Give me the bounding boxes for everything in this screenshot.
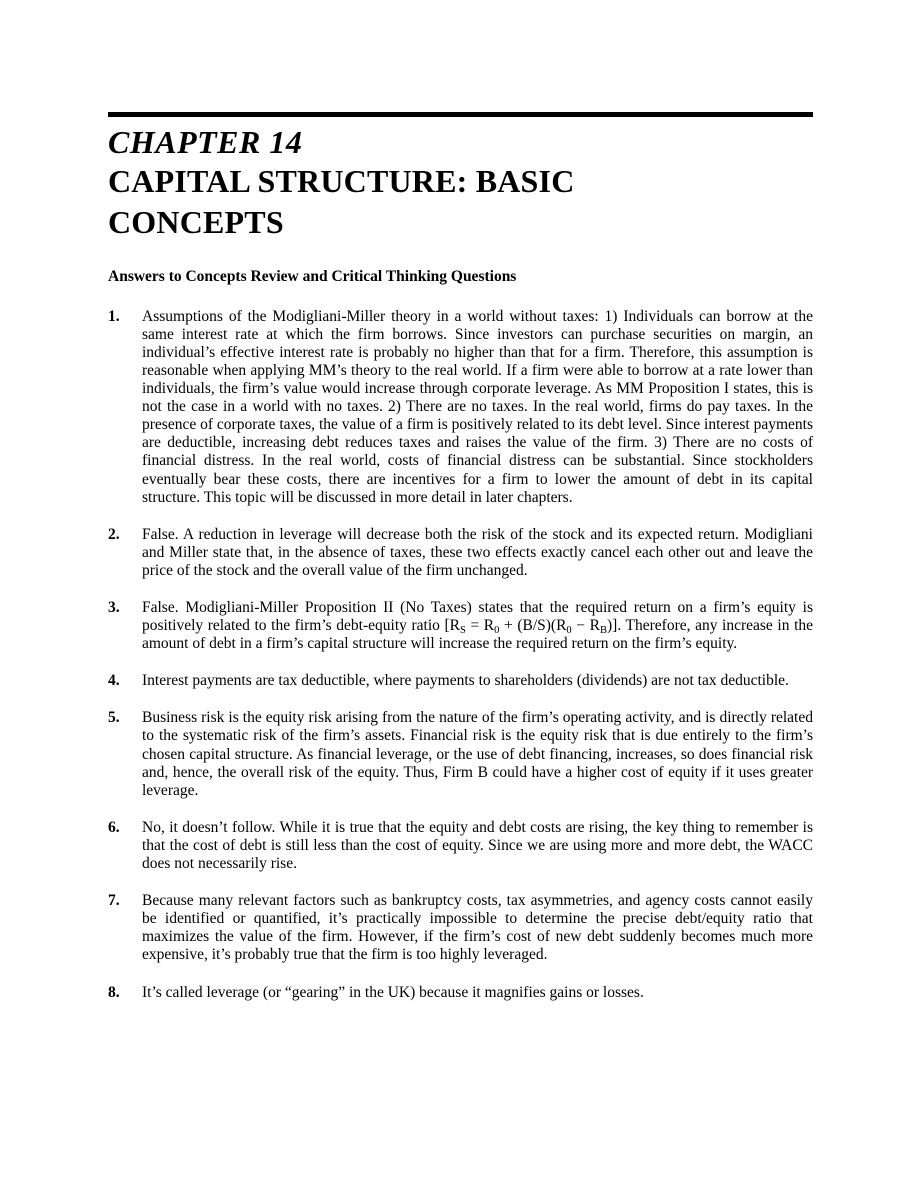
answer-text: Assumptions of the Modigliani-Miller theory in a world without taxes: 1) Individuals can borrow at the same interest rate at which the firm borrows. Since investors can purchase securities on margin, an individual’s effective interest rate is probably no higher than that for a firm. Therefore, this assumption is reasonable when applying MM’s theory to the real world. If a firm were able to borrow at a rate lower than individuals, the firm’s value would increase through corporate leverage. As MM Proposition I states, this is not the case in a world with no taxes. 2) There are no taxes. In the real world, firms do pay taxes. In the presence of corporate taxes, the value of a firm is positively related to its debt level. Since interest payments are deductible, increasing debt reduces taxes and raises the value of the firm. 3) There are no costs of financial distress. In the real world, costs of financial distress can be substantial. Since stockholders eventually bear these costs, there are incentives for a firm to lower the amount of debt in its capital structure. This topic will be discussed in more detail in later chapters. bbox=[142, 307, 813, 506]
answer-text: It’s called leverage (or “gearing” in the UK) because it magnifies gains or losses. bbox=[142, 983, 644, 1001]
section-heading: Answers to Concepts Review and Critical Thinking Questions bbox=[108, 267, 517, 285]
answer-item bbox=[108, 308, 813, 507]
chapter-title: CHAPTER 14 bbox=[108, 124, 303, 160]
answer-number: 6. bbox=[108, 818, 120, 836]
page-title bbox=[108, 161, 813, 243]
answer-item bbox=[108, 819, 813, 873]
answer-number: 4. bbox=[108, 672, 120, 690]
page-title-line-2: CONCEPTS bbox=[108, 203, 284, 240]
answer-text: No, it doesn’t follow. While it is true that the equity and debt costs are rising, the key thing to remember is that the cost of debt is still less than the cost of equity. Since we are using more and more debt, the WACC does not necessarily rise. bbox=[142, 818, 813, 873]
answer-number: 7. bbox=[108, 892, 120, 910]
answers-list bbox=[108, 308, 813, 1002]
answer-text: Business risk is the equity risk arising from the nature of the firm’s operating activity, and is directly related to the systematic risk of the firm’s assets. Financial risk is the equity risk that is due entirely to the firm’s chosen capital structure. As financial leverage, or the use of debt financing, increases, so does financial risk and, hence, the overall risk of the equity. Thus, Firm B could have a higher cost of equity if it uses greater leverage. bbox=[142, 709, 813, 799]
answer-item bbox=[108, 599, 813, 653]
answer-item bbox=[108, 892, 813, 964]
page-title-line-1: CAPITAL STRUCTURE: BASIC bbox=[108, 162, 575, 199]
answer-number: 3. bbox=[108, 599, 120, 617]
answer-number: 1. bbox=[108, 307, 120, 325]
title-rule bbox=[108, 112, 813, 117]
answer-number: 5. bbox=[108, 709, 120, 727]
answer-text: Interest payments are tax deductible, where payments to shareholders (dividends) are not tax deductible. bbox=[142, 672, 789, 690]
answer-text: Because many relevant factors such as bankruptcy costs, tax asymmetries, and agency costs cannot easily be identified or quantified, it’s practically impossible to determine the precise debt/equity ratio that maximizes the value of the firm. However, if the firm’s cost of new debt suddenly becomes much more expensive, it’s probably true that the firm is too highly leveraged. bbox=[142, 892, 813, 964]
answer-item bbox=[108, 984, 813, 1002]
answer-text: False. A reduction in leverage will decrease both the risk of the stock and its expected return. Modigliani and Miller state that, in the absence of taxes, these two effects exactly cancel each other out and leave the price of the stock and the overall value of the firm unchanged. bbox=[142, 525, 813, 579]
answer-number: 2. bbox=[108, 525, 120, 543]
answer-item bbox=[108, 672, 813, 690]
answer-text: False. Modigliani-Miller Proposition II (No Taxes) states that the required return on a firm’s equity is positively related to the firm’s debt-equity ratio $[R_S = R_0 + (B/S)(R_0 - R_B)]$. Therefore, any increase in the amount of debt in a firm’s capital structure will increase the required return on the firm’s equity. bbox=[142, 599, 813, 653]
answer-item bbox=[108, 709, 813, 799]
answer-item bbox=[108, 526, 813, 580]
answer-number: 8. bbox=[108, 983, 120, 1001]
